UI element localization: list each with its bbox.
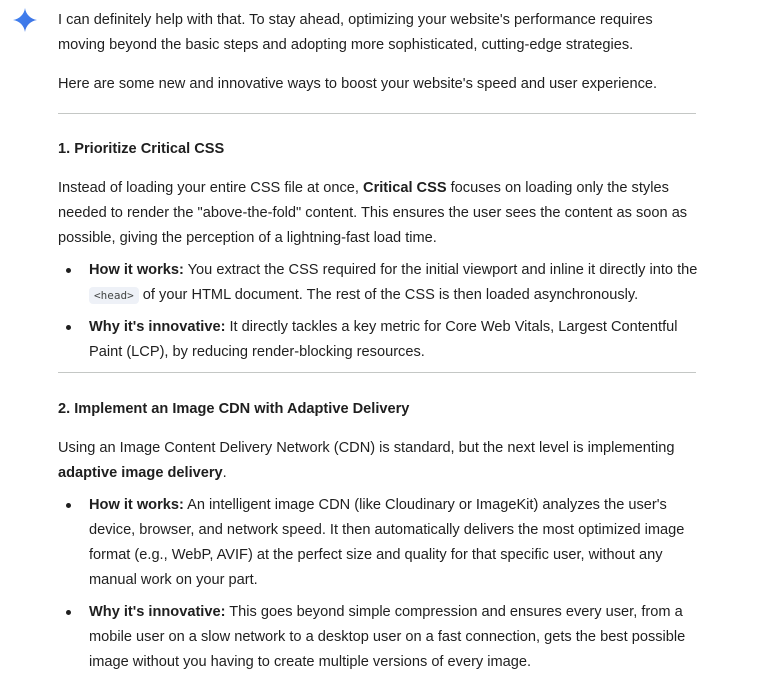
list-item: [89, 493, 698, 593]
gemini-sparkle-icon: [13, 8, 37, 32]
intro-summary: Here are some new and innovative ways to boost your website's speed and user experience.: [58, 76, 658, 92]
para-bold-term: Critical CSS: [363, 180, 447, 196]
bullet-list: [58, 258, 698, 365]
bullet-text: It directly tackles a key metric for Core Web Vitals, Largest Contentful Paint (LCP), by reducing render-blocking resources.: [89, 319, 678, 360]
bullet-text: An intelligent image CDN (like Cloudinary or ImageKit) analyzes the user's device, browser, and network speed. It then automatically delivers the most optimized image format (e.g., WebP, AVIF) at the perfect size and quality for that specific user, without any manual work on your part.: [89, 497, 685, 588]
bullet-label: Why it's innovative:: [89, 604, 226, 620]
section-divider: [58, 113, 696, 114]
bullet-text: You extract the CSS required for the initial viewport and inline it directly into the: [183, 262, 698, 278]
list-item: [89, 315, 698, 365]
inline-code: <head>: [89, 287, 139, 304]
section-title: 2. Implement an Image CDN with Adaptive Delivery: [58, 401, 410, 417]
bullet-label: How it works:: [89, 497, 184, 513]
para-text: focuses on loading only the styles needed to render the "above-the-fold" content. This ensures the user sees the content as soon as possible, giving the perception of a lightning-fast load time.: [58, 180, 688, 246]
para-text: Using an Image Content Delivery Network (CDN) is standard, but the next level is implementing: [58, 440, 675, 456]
para-text: Instead of loading your entire CSS file at once,: [58, 180, 364, 196]
intro-paragraph: I can definitely help with that. To stay ahead, optimizing your website's performance requires moving beyond the basic steps and adopting more sophisticated, cutting-edge strategies.: [58, 12, 653, 53]
bullet-list: [58, 493, 698, 675]
section-paragraph: [58, 176, 698, 251]
para-bold-term: adaptive image delivery: [58, 465, 223, 481]
assistant-response: [58, 8, 698, 682]
bullet-text: of your HTML document. The rest of the CSS is then loaded asynchronously.: [138, 287, 639, 303]
bullet-text: This goes beyond simple compression and ensures every user, from a mobile user on a slow network to a desktop user on a fast connection, gets the best possible image without you having to create multiple versions of every image.: [89, 604, 686, 670]
sparkle-svg: [13, 8, 37, 32]
section-divider: [58, 372, 696, 373]
para-text: .: [222, 465, 227, 481]
list-item: [89, 600, 698, 675]
list-item: [89, 258, 698, 308]
bullet-label: How it works:: [89, 262, 184, 278]
section-title: 1. Prioritize Critical CSS: [58, 141, 225, 157]
section-paragraph: [58, 436, 698, 486]
bullet-label: Why it's innovative:: [89, 319, 226, 335]
